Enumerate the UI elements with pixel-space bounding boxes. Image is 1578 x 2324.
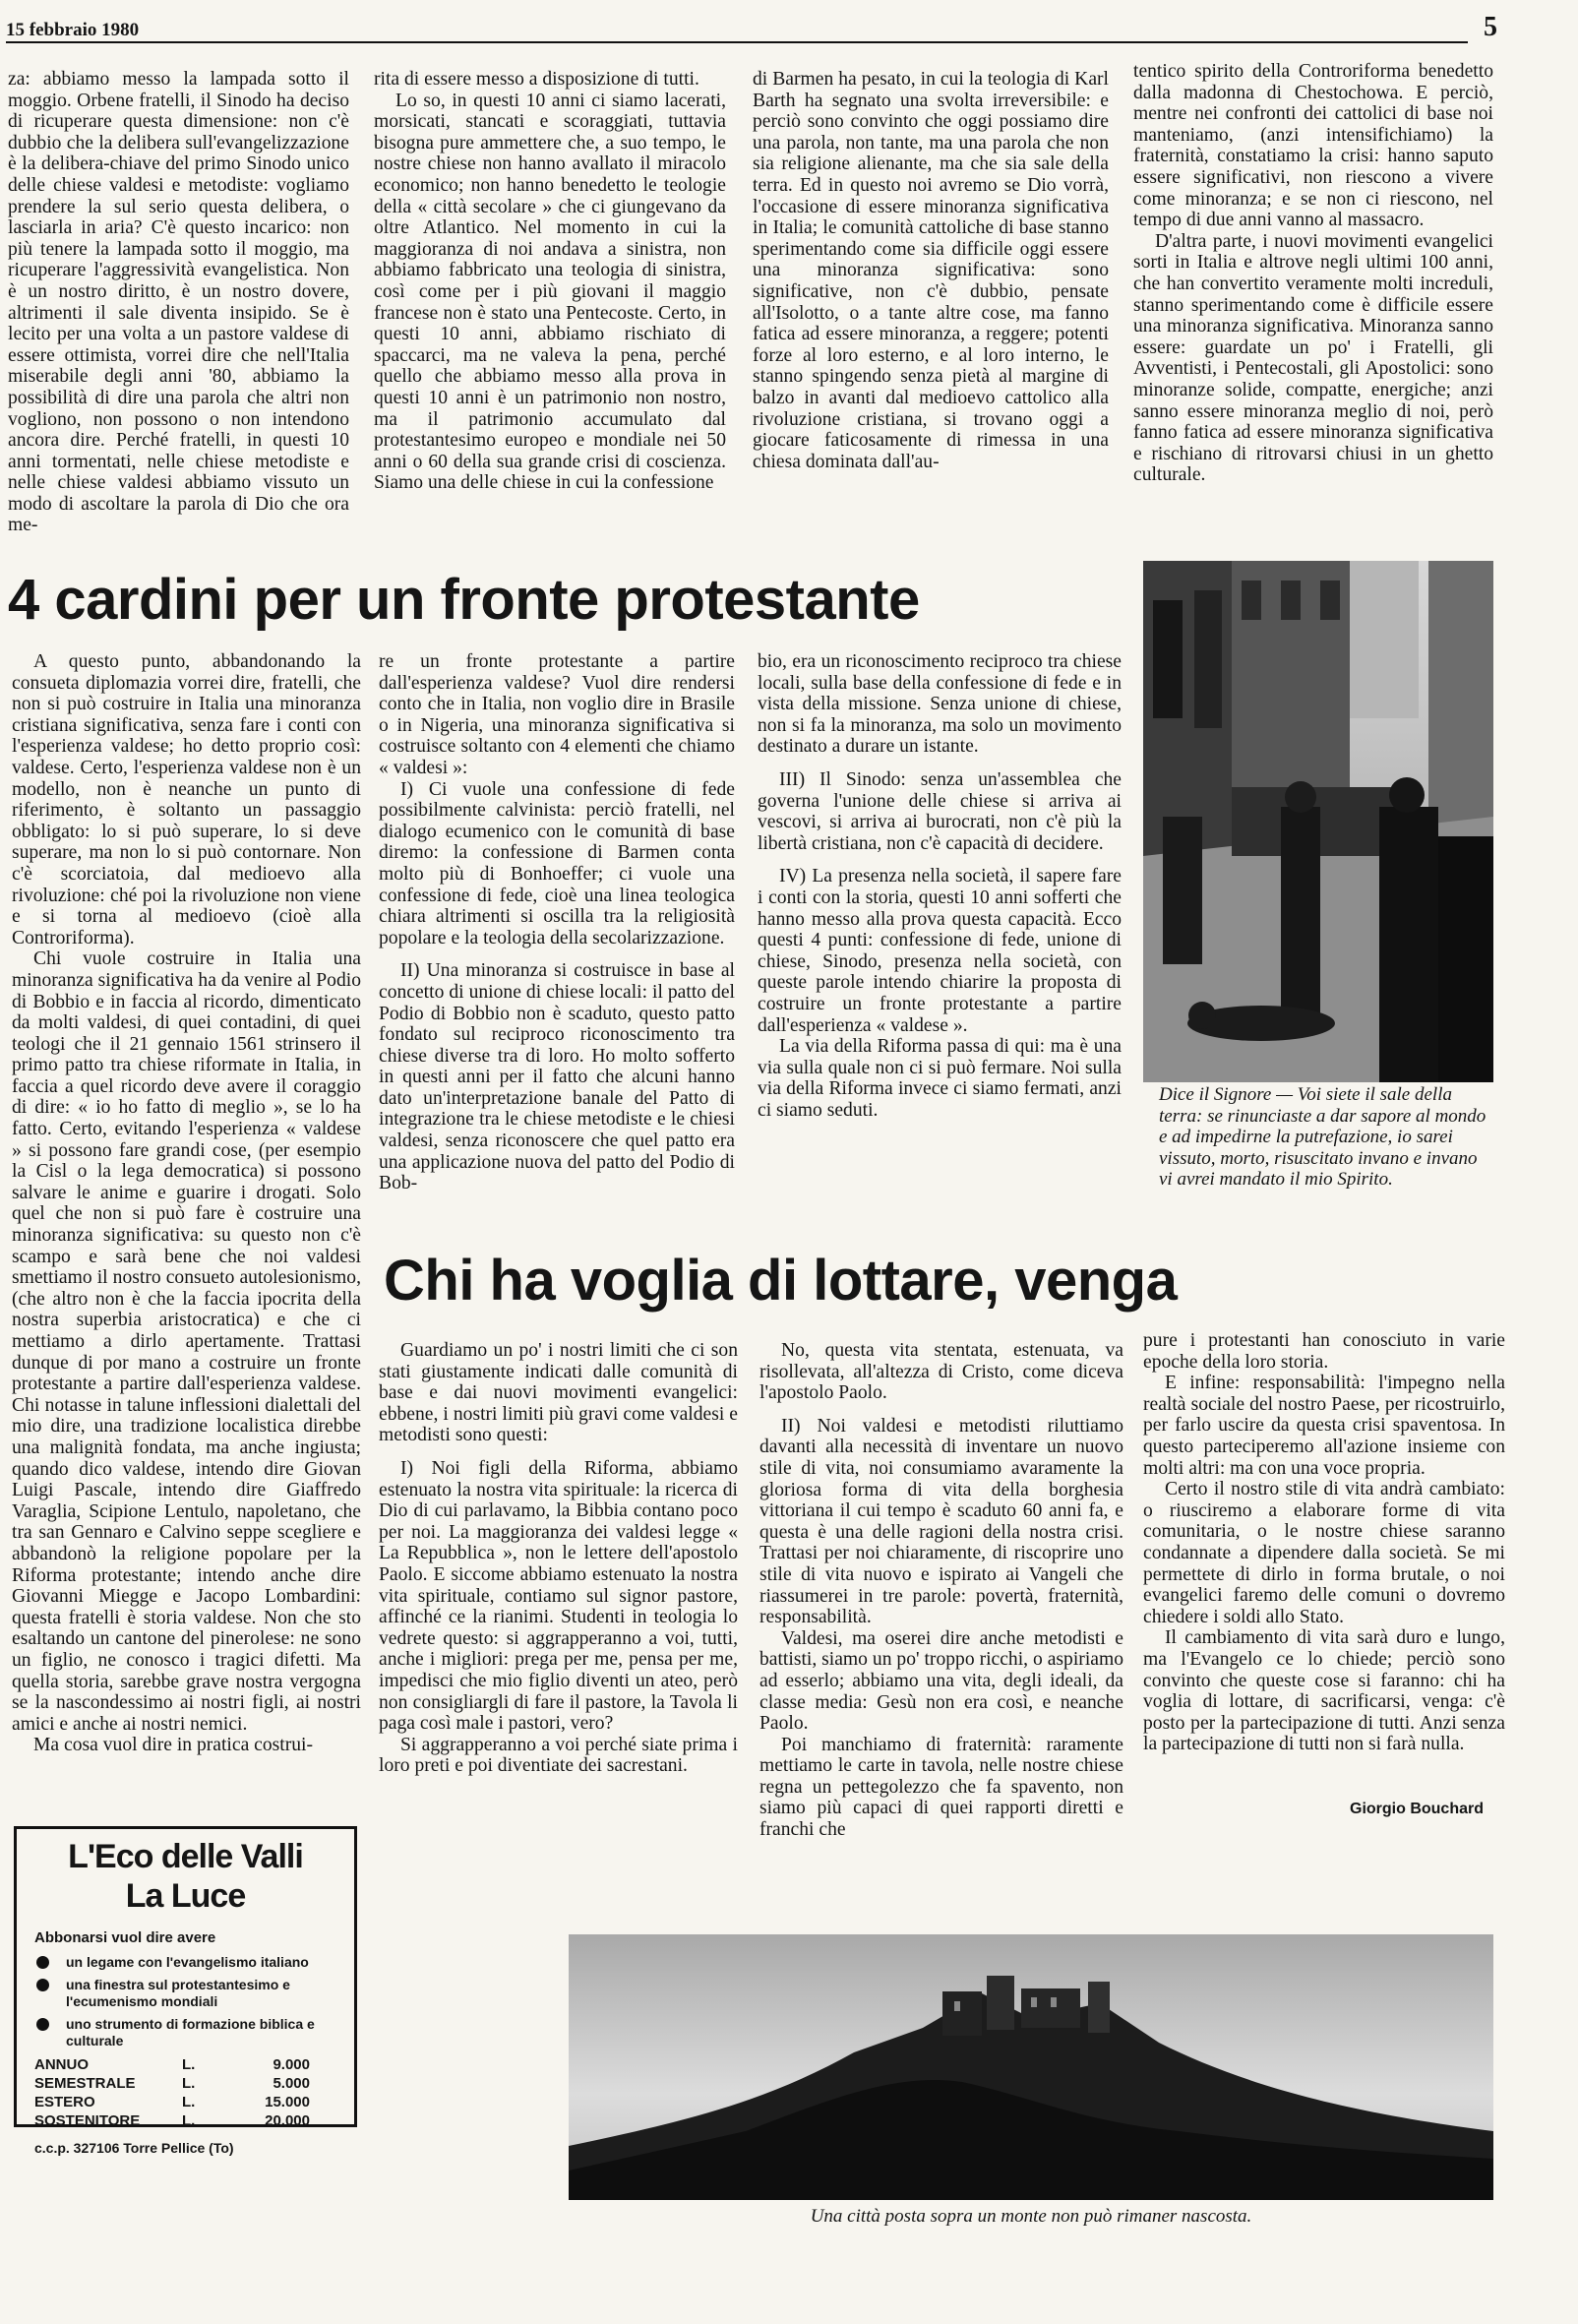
bottom-photo-caption: Una città posta sopra un monte non può rimaner nascosta. (810, 2206, 1252, 2227)
top-column-4 (1133, 61, 1493, 563)
price-label: SOSTENITORE (34, 2112, 141, 2129)
paragraph: re un fronte protestante a partire dall'esperienza valdese? Vuol dire rendersi conto che in Italia, non voglio dire in Brasile o in Nigeria, una minoranza significativa si costruisce soltanto con 4 elementi che chiamo « valdesi »: (379, 651, 735, 778)
paragraph: Poi manchiamo di fraternità: raramente mettiamo le carte in tavola, nelle nostre chiese regna un pettegolezzo che fa spavento, non siamo più capaci di quei rapporti diretti e franchi che (759, 1734, 1123, 1841)
ad-bullet-item: un legame con l'evangelismo italiano (34, 1954, 354, 1971)
paragraph: I) Noi figli della Riforma, abbiamo estenuato la nostra vita spirituale: la ricerca di Dio di cui parlavamo, la Bibbia contano poco per noi. La maggioranza dei valdesi legge « La Repubblica », non le lettere dell'apostolo Paolo. E siccome abbiamo estenuato la nostra vita spirituale, contiamo sul signor pastore, affinché ce la rianimi. Studenti in teologia lo vedrete questo: si aggrapperanno a voi, tutti, anche i migliori: prega per me, pensa per me, impedisci che mio figlio diventi un ateo, però non consigliargli di fare il pastore, la Tavola li paga così male i pastori, vero? (379, 1457, 738, 1735)
paragraph: Si aggrapperanno a voi perché siate prima i loro preti e poi diventiate dei sacrestani. (379, 1734, 738, 1777)
ad-bullet-item: una finestra sul protestantesimo e l'ecumenismo mondiali (34, 1977, 354, 2010)
paragraph: II) Una minoranza si costruisce in base al concetto di unione di chiese locali: il patto del Podio di Bobbio non è scaduto, questo patto fondato sul reciproco riconoscimento tra chiese diverse tra di loro. Ho molto sofferto in questi anni per il fatto che alcuni hanno dato un'interpretazione banale del Patto di integrazione tra le chiese metodiste e le chiesi valdesi, senza riconoscere che quel patto era una applicazione nuova del patto del Podio di Bob- (379, 960, 735, 1194)
paragraph: III) Il Sinodo: senza un'assemblea che governa l'unione delle chiese si arriva ai vescovi, si arriva ai burocrati, non c'è più la libertà cristiana, non c'è capacità di decidere. (758, 768, 1122, 854)
ad-bullet-list (17, 1954, 354, 2049)
headline-4-cardini: 4 cardini per un fronte protestante (8, 568, 920, 632)
price-row (34, 2074, 310, 2093)
hilltop-town-photo (569, 1934, 1493, 2200)
paragraph: pure i protestanti han conosciuto in varie epoche della loro storia. (1143, 1330, 1505, 1373)
price-label: ANNUO (34, 2056, 89, 2073)
article1-column-2 (379, 651, 735, 1242)
subscription-ad (14, 1826, 357, 2156)
price-row (34, 2093, 310, 2111)
price-currency: L. (182, 2094, 196, 2110)
price-amount: 9.000 (273, 2056, 310, 2073)
article2-column-2 (759, 1340, 1123, 1852)
paragraph: A questo punto, abbandonando la consueta diplomazia vorrei dire, fratelli, che non si può costruire in Italia una minoranza cristiana significativa, senza fare i conti con l'esperienza valdese; ho detto proprio così: valdese. Certo, l'esperienza valdese non è un modello, non è neanche un punto di riferimento, è soltanto un passaggio obbligato: lo si può superare, lo si deve superare, ma non lo si può contornare. Non c'è scorciatoia, dal medioevo alla rivoluzione: ché poi la rivoluzione non viene e si torna al medioevo (cioè alla Controriforma). (12, 651, 361, 948)
paragraph: Chi vuole costruire in Italia una minoranza significativa ha da venire al Podio di Bobbio e in faccia al ricordo, dimenticato da molti valdesi, di quei contadini, di quei teologi che il 21 gennaio 1561 strinsero il primo patto tra chiese riformate in Italia, in faccia a quel ricordo deve avere il coraggio di dire: « io ho fatto di meglio », se lo ha fatto. Certo, evitando l'esperienza « valdese » si possono fare grandi cose, (per esempio la Cisl o la lega democratica) si possono salvare le anime e guarire i drogati. Solo quel che non si può fare è costruire una minoranza significativa: su questo non c'è scampo e sarà bene che noi valdesi smettiamo il nostro consueto autolesionismo, (che altro non è che la faccia ipocrita della nostra superbia aristocratica) e che ci mettiamo a dirlo apertamente. Trattasi dunque di por mano a costruire un fronte protestante a partire dall'esperienza valdese. Chi notasse in talune inflessioni dialettali del mio dire, una tradizione localistica direbbe una malignità fondata, ma anche ingiusta; quando dico valdese, intendo dire Giovan Luigi Pascale, intendo dire Giaffredo Varaglia, Scipione Lentulo, napoletano, che tra san Gennaro e Calvino seppe scegliere e abbandonò la religione popolare per la Riforma protestante; intendo anche dire Giovanni Miegge e Jacopo Lombardini: questa fratelli è storia valdese. Non che sto esaltando un cantone del pinerolese: ne sono un figlio, ne conosco i tragici difetti. Ma quella storia, sarebbe grave nostra vergogna se la nascondessimo ai nostri figli, ai nostri amici e anche ai nostri nemici. (12, 948, 361, 1735)
top-column-1 (8, 69, 349, 541)
paragraph: Guardiamo un po' i nostri limiti che ci son stati giustamente indicati dalle comunità di base e dai nuovi movimenti evangelici: ebbene, i nostri limiti più gravi come valdesi e metodisti sono questi: (379, 1340, 738, 1446)
price-label: ESTERO (34, 2094, 95, 2110)
price-amount: 5.000 (273, 2075, 310, 2092)
photo-caption: Dice il Signore — Voi siete il sale della terra: se rinunciaste a dar sapore al mondo e ad impedirne la putrefazione, io sarei vissuto, morto, risuscitato invano e invano vi avrei mandato il mio Spirito. (1159, 1084, 1487, 1190)
headline-chi-ha-voglia: Chi ha voglia di lottare, venga (384, 1249, 1178, 1313)
paragraph: bio, era un riconoscimento reciproco tra chiese locali, sulla base della confessione di fede e in vista della missione. Senza unione di chiese, non si fa la minoranza, ma solo un movimento destinato a durare un istante. (758, 651, 1122, 758)
street-scene-photo (1143, 561, 1493, 1082)
article1-column-1 (12, 651, 361, 1793)
paragraph: La via della Riforma passa di qui: ma è una via sulla quale non ci si può fermare. Noi sulla via della Riforma invece ci siamo fermati, anzi ci siamo seduti. (758, 1036, 1122, 1121)
price-row (34, 2111, 310, 2130)
paragraph: di Barmen ha pesato, in cui la teologia di Karl Barth ha segnato una svolta irreversibile: e perciò sono convinto che oggi possiamo dire una parola, non tante, ma una parola che non sia religione alienante, ma che sia sale della terra. Ed in questo noi avremo se Dio vorrà, l'occasione di essere minoranza significativa in Italia; le comunità cattoliche di base stanno sperimentando come sia difficile oggi essere una minoranza significativa: sono significative, non c'è dubbio, pensate all'Isolotto, o a tante altre cose, ma fanno fatica ad essere minoranza, a reggere; potenti forze al loro esterno, e al loro interno, le stanno spingendo senza pietà al margine di balzo in avanti dal medioevo cattolico alla rivoluzione cristiana, si trovano oggi a giocare faticosamente di rimessa in una chiesa dominata dall'au- (753, 69, 1109, 472)
paragraph: rita di essere messo a disposizione di tutti. (374, 69, 699, 90)
paragraph: Valdesi, ma oserei dire anche metodisti e battisti, siamo un po' troppo ricchi, o aspiriamo ad esserlo; abbiamo una vita, degli ideali, da classe media: Gesù non era così, e neanche Paolo. (759, 1627, 1123, 1735)
price-currency: L. (182, 2056, 196, 2073)
paragraph: tentico spirito della Controriforma benedetto dalla madonna di Chestochowa. E perciò, mentre nei confronti dei cattolici di base noi manteniamo, (anzi intensifichiamo) la fraternità, constatiamo la crisi: hanno saputo essere significativi, non riescono a vivere come minoranza; e se non ci riescono, nel tempo di due anni vanno al massacro. (1133, 61, 1493, 231)
paragraph: za: abbiamo messo la lampada sotto il moggio. Orbene fratelli, il Sinodo ha deciso di ricuperare questa dimensione: non c'è dubbio che la delibera sull'evangelizzazione è la delibera-chiave del primo Sinodo unico delle chiese valdesi e metodiste: vogliamo prendere la sul serio questa delibera, o lasciarla in aria? C'è questo incarico: non più tenere la lampada sotto il moggio, ma ricuperare l'aggressività evangelistica. Non è un nostro diritto, è un nostro dovere, altrimenti il sale diventa insipido. Se è lecito per una volta a un pastore valdese di essere ottimista, vorrei dire che nell'Italia miserabile degli anni '80, abbiamo la possibilità di dire una parola che altri non vogliono, non possono o non intendono ancora dire. Perché fratelli, in questi 10 anni tormentati, nelle chiese metodiste e nelle chiese valdesi abbiamo vissuto un modo di ascoltare la parola di Dio che ora me- (8, 69, 349, 536)
price-currency: L. (182, 2112, 196, 2129)
header-rule (6, 41, 1468, 43)
article2-column-3 (1143, 1330, 1505, 1798)
price-amount: 20.000 (265, 2112, 310, 2129)
issue-date: 15 febbraio 1980 (6, 20, 140, 40)
ad-title-line1: L'Eco delle Valli (68, 1838, 303, 1875)
hilltop-town-image (569, 1934, 1493, 2200)
paragraph: IV) La presenza nella società, il sapere fare i conti con la storia, questi 10 anni sofferti che hanno messo alla prova questa capacità. Ecco questi 4 punti: confessione di fede, unione di chiese, Sinodo, presenza nella società, con queste parole intendo chiarire la proposta di costruire un fronte protestante a partire dall'esperienza « valdese ». (758, 866, 1122, 1036)
paragraph: I) Ci vuole una confessione di fede possibilmente calvinista: perciò fratelli, nel dialogo ecumenico con le comunità di base diremo: la confessione di Barmen conta molto più di Bonhoeffer; ci vuole una confessione di fede, cioè una linea teologica chiara altrimenti si oscilla tra la religiosità popolare e la teologia della secolarizzazione. (379, 778, 735, 948)
paragraph: II) Noi valdesi e metodisti riluttiamo davanti alla necessità di inventare un nuovo stile di vita, noi consumiamo avaramente la gloriosa forma di vita della borghesia vittoriana il cui tempo è scaduto 60 anni fa, e questa è una delle ragioni della nostra crisi. Trattasi per noi chiaramente, di riscoprire uno stile di vita nuovo e ispirato ai Vangeli che riassumerei in tre parole: povertà, fraternità, responsabilità. (759, 1415, 1123, 1628)
postal-account: c.c.p. 327106 Torre Pellice (To) (34, 2140, 234, 2156)
ad-subtitle: Abbonarsi vuol dire avere (34, 1929, 216, 1946)
author-signature: Giorgio Bouchard (1350, 1801, 1484, 1817)
top-column-3 (753, 69, 1109, 541)
paragraph: No, questa vita stentata, estenuata, va risollevata, all'altezza di Cristo, come diceva l'apostolo Paolo. (759, 1340, 1123, 1404)
ad-title-line2: La Luce (125, 1877, 246, 1915)
page-header (0, 10, 1578, 51)
paragraph: E infine: responsabilità: l'impegno nella realtà sociale del nostro Paese, per ricostruirlo, per farlo uscire da questa crisi spaventosa. In questo parteciperemo all'azione insieme con molti altri: ma con una voce propria. (1143, 1373, 1505, 1479)
paragraph: Ma cosa vuol dire in pratica costrui- (33, 1735, 314, 1756)
page-number: 5 (1484, 12, 1497, 42)
article1-column-3 (758, 651, 1122, 1242)
street-scene-image (1143, 561, 1493, 1082)
price-label: SEMESTRALE (34, 2075, 136, 2092)
paragraph: Il cambiamento di vita sarà duro e lungo, ma l'Evangelo ce lo chiede; perciò sono convinto che queste cose si faranno: chi ha voglia di lottare, di sacrificarsi, venga: c'è posto per la partecipazione di tutti. Anzi senza la partecipazione di tutti non si farà nulla. (1143, 1627, 1505, 1755)
article2-column-1 (379, 1340, 738, 1852)
price-row (34, 2055, 310, 2074)
price-amount: 15.000 (265, 2094, 310, 2110)
paragraph: Certo il nostro stile di vita andrà cambiato: o riusciremo a elaborare forme di vita comunitaria, o le nostre chiese saranno condannate a dipendere dalla società. Se mi permettete di dirlo in forma brutale, o noi evangelici faremo delle comuni o dovremo chiedere i soldi allo Stato. (1143, 1479, 1505, 1627)
price-currency: L. (182, 2075, 196, 2092)
ad-bullet-item: uno strumento di formazione biblica e culturale (34, 2016, 354, 2049)
paragraph: D'altra parte, i nuovi movimenti evangelici sorti in Italia e altrove negli ultimi 100 anni, che han convertito veramente molti increduli, stanno sperimentando come è difficile essere una minoranza significativa. Minoranza sanno essere: guardate un po' i Fratelli, gli Avventisti, i Pentecostali, gli Apostolici: sono minoranze solide, compatte, energiche; anzi sanno essere minoranza meglio di noi, però fanno fatica ad essere minoranza significativa e rischiano di ritrovarsi chiusi in un ghetto culturale. (1133, 230, 1493, 486)
price-table (34, 2055, 310, 2130)
top-column-2 (374, 69, 726, 541)
paragraph: Lo so, in questi 10 anni ci siamo lacerati, morsicati, stancati e scoraggiati, tuttavia bisogna pure ammettere che, a suo tempo, le nostre chiese non hanno avallato il miracolo economico; non hanno benedetto le teologie della « città secolare » che ci giungevano da oltre Atlantico. Nel momento in cui la maggioranza di noi andava a sinistra, non abbiamo fabbricato una teologia di sinistra, così come per i più giovani il maggio francese non è stato una Pentecoste. Certo, in questi 10 anni, abbiamo rischiato di spaccarci, ma ne valeva la pena, perché quello che abbiamo messo alla prova in questi 10 anni è un patrimonio non nostro, ma il patrimonio accumulato dal protestantesimo europeo e mondiale nei 50 anni o 60 della sua grande crisi di coscienza. Siamo una delle chiese in cui la confessione (374, 90, 726, 494)
